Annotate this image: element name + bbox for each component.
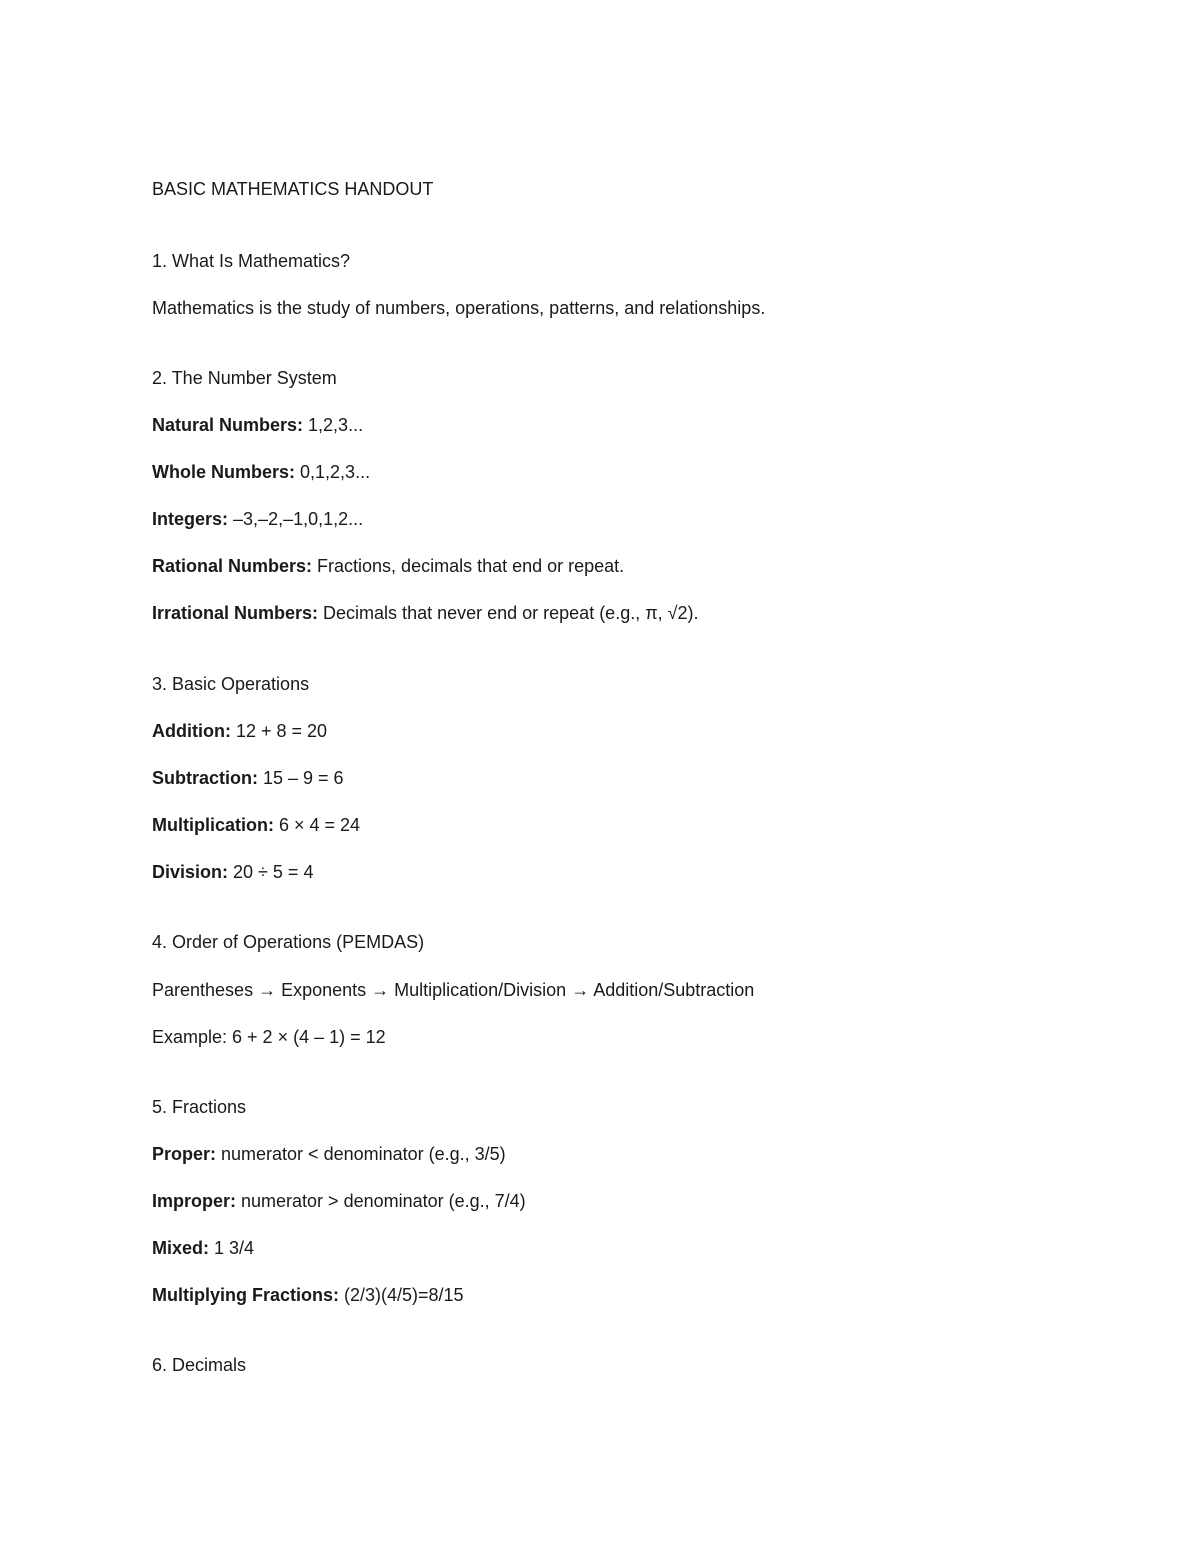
list-item-irrational-numbers [152,602,699,624]
item-label: Mixed: [152,1238,210,1258]
item-label: Multiplying Fractions: [152,1285,339,1305]
list-item-mixed [152,1237,254,1259]
item-text: 12 + 8 = 20 [230,721,328,741]
list-item-addition [152,720,327,742]
section-1-paragraph: Mathematics is the study of numbers, operations, patterns, and relationships. [152,298,766,318]
pemdas-sequence: Parentheses → Exponents → Multiplication/Division → Addition/Subtraction [152,980,755,1000]
item-label: Addition: [152,721,231,741]
item-text: (2/3)(4/5)=8/15 [339,1285,464,1305]
list-item-multiplying-fractions [152,1284,464,1306]
item-text: 6 × 4 = 24 [273,815,361,835]
item-label: Multiplication: [152,815,274,835]
item-label: Whole Numbers: [152,462,296,482]
item-text: 15 – 9 = 6 [258,768,344,788]
item-label: Integers: [152,509,229,529]
item-text: –3,–2,–1,0,1,2... [228,509,364,529]
section-heading-5: 5. Fractions [152,1097,247,1117]
section-heading-4: 4. Order of Operations (PEMDAS) [152,932,425,952]
section-heading-6: 6. Decimals [152,1355,247,1375]
item-text: numerator < denominator (e.g., 3/5) [216,1144,506,1164]
list-item-improper [152,1190,526,1212]
list-item-integers [152,508,363,530]
list-item-proper [152,1143,506,1165]
item-text: Decimals that never end or repeat (e.g., π, √2). [318,603,699,623]
item-text: Fractions, decimals that end or repeat. [312,556,625,576]
item-label: Subtraction: [152,768,258,788]
pemdas-example: Example: 6 + 2 × (4 – 1) = 12 [152,1027,386,1047]
item-label: Division: [152,862,229,882]
item-text: 0,1,2,3... [295,462,371,482]
item-label: Rational Numbers: [152,556,313,576]
item-label: Proper: [152,1144,217,1164]
list-item-multiplication [152,814,360,836]
item-text: 1 3/4 [209,1238,255,1258]
item-label: Natural Numbers: [152,415,304,435]
item-text: 20 ÷ 5 = 4 [228,862,314,882]
list-item-whole-numbers [152,461,370,483]
item-text: numerator > denominator (e.g., 7/4) [236,1191,526,1211]
section-heading-3: 3. Basic Operations [152,674,310,694]
item-text: 1,2,3... [303,415,364,435]
item-label: Irrational Numbers: [152,603,319,623]
list-item-natural-numbers [152,414,363,436]
section-heading-2: 2. The Number System [152,368,337,388]
item-label: Improper: [152,1191,237,1211]
list-item-subtraction [152,767,344,789]
section-heading-1: 1. What Is Mathematics? [152,251,351,271]
list-item-division [152,861,313,883]
document-title: BASIC MATHEMATICS HANDOUT [152,179,434,199]
list-item-rational-numbers [152,555,624,577]
